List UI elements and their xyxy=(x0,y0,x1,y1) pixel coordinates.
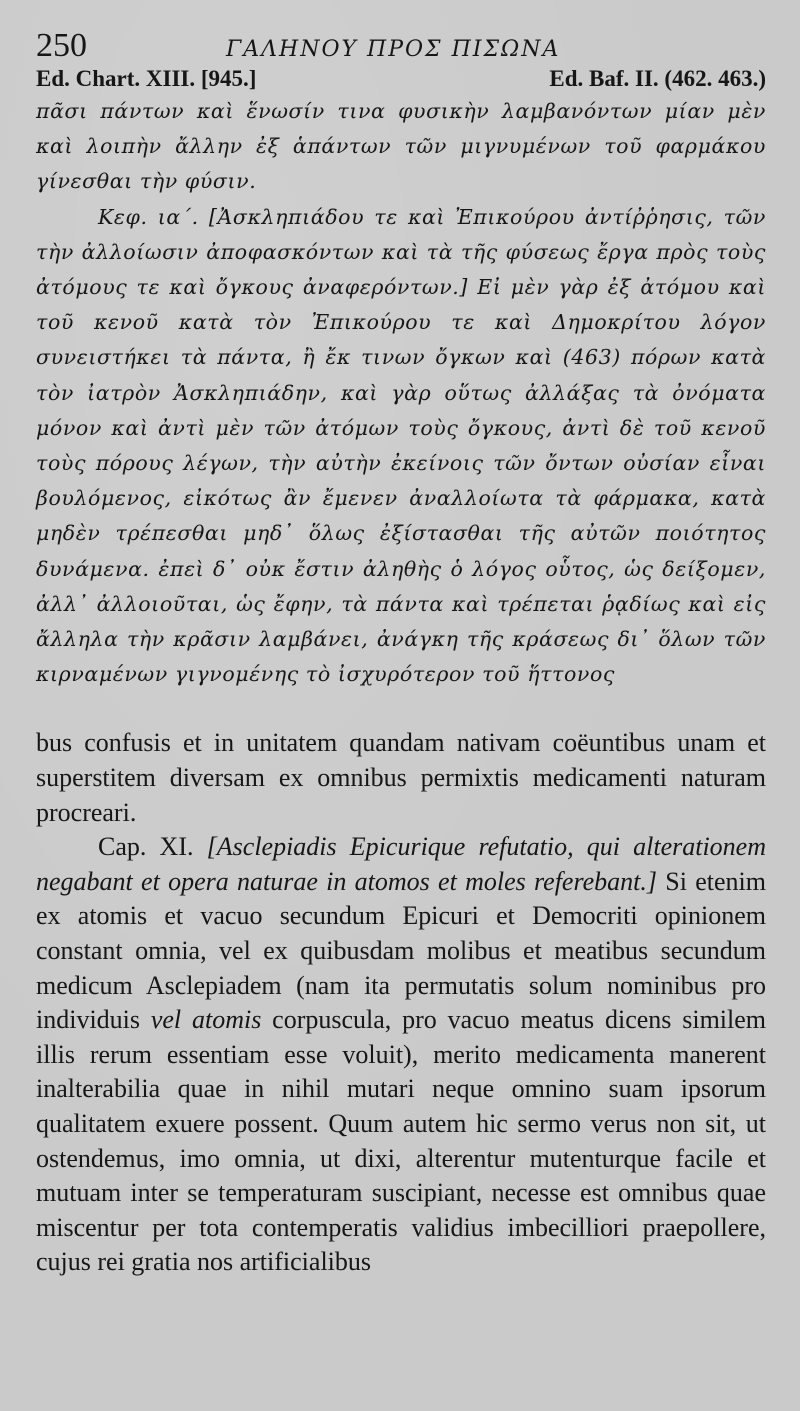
latin-text-block xyxy=(36,726,766,1280)
latin-chapter-label: Cap. XI. xyxy=(98,832,194,862)
edition-reference-basel: Ed. Baf. II. (462. 463.) xyxy=(549,66,766,91)
latin-paragraph-continuation: bus confusis et in unitatem quandam nativam coëuntibus unam et superstitem diversam ex omnibus permixtis medicamenti naturam procreari. xyxy=(36,728,766,827)
latin-chapter-title: [Asclepiadis Epicurique refutatio, qui alterationem negabant et opera naturae in atomos et moles referebant.] xyxy=(36,832,766,896)
latin-chapter-body-b: corpuscula, pro vacuo meatus dicens similem illis rerum essentiam esse voluit), merito medicamenta manerent inalterabilia quae in nihil mutari neque omnino suam ipsorum qualitatem exuere possent. Quum autem hic sermo verus non sit, ut ostendemus, imo omnia, ut dixi, alterentur mutenturque facile et mutuam inter se temperaturam suscipiant, necesse est omnibus quae miscentur per tota contemperatis validius imbecilliori praepollere, cujus rei gratia nos artificialibus xyxy=(36,1005,766,1277)
page-header xyxy=(36,26,766,66)
greek-paragraph-continuation: πᾶσι πάντων καὶ ἕνωσίν τινα φυσικὴν λαμβανόντων μίαν μὲν καὶ λοιπὴν ἄλλην ἐξ ἁπάντων τῶν μιγνυμένων τοῦ φαρμάκου γίνεσθαι τὴν φύσιν. xyxy=(36,99,766,194)
running-title: ΓΑΛΗΝΟΥ ΠΡΟΣ ΠΙΣΩΝΑ xyxy=(226,37,561,62)
greek-chapter-label: Κεφ. ια΄. xyxy=(98,204,199,229)
greek-chapter-paragraph xyxy=(36,200,766,693)
greek-chapter-body: Εἰ μὲν γὰρ ἐξ ἀτόμου καὶ τοῦ κενοῦ κατὰ τὸν Ἐπικούρου τε καὶ Δημοκρίτου λόγον συνειστήκει τὰ πάντα, ἢ ἔκ τινων ὄγκων καὶ (463) πόρων κατὰ τὸν ἰατρὸν Ἀσκληπιάδην, καὶ γὰρ οὕτως ἀλλάξας τὰ ὀνόματα μόνον καὶ ἀντὶ μὲν τῶν ἀτόμων τοὺς ὄγκους, ἀντὶ δὲ τοῦ κενοῦ τοὺς πόρους λέγων, τὴν αὐτὴν ἐκείνοις τῶν ὄντων οὐσίαν εἶναι βουλόμενος, εἰκότως ἂν ἔμενεν ἀναλλοίωτα τὰ φάρμακα, κατὰ μηδὲν τρέπεσθαι μηδ᾽ ὅλως ἐξίστασθαι τῆς αὐτῶν ποιότητος δυνάμενα. ἐπεὶ δ᾽ οὐκ ἔστιν ἀληθὴς ὁ λόγος οὗτος, ὡς δείξομεν, ἀλλ᾽ ἀλλοιοῦται, ὡς ἔφην, τὰ πάντα καὶ τρέπεται ῥᾳδίως καὶ εἰς ἄλληλα τὴν κρᾶσιν λαμβάνει, ἀνάγκη τῆς κράσεως δι᾽ ὅλων τῶν κιρναμένων γιγνομένης τὸ ἰσχυρότερον τοῦ ἥττονος xyxy=(36,275,766,687)
latin-chapter-body-italic: vel atomis xyxy=(150,1005,262,1035)
page-number: 250 xyxy=(36,27,87,64)
latin-chapter-body-a: Si etenim ex atomis et vacuo secundum Epicuri et Democriti opinionem constant omnia, vel ex quibusdam molibus et meatibus secundum medicum Asclepiadem (nam ita permutatis solum nominibus pro individuis xyxy=(36,866,767,1035)
latin-chapter-paragraph xyxy=(36,830,766,1280)
greek-chapter-title: [Ἀσκληπιάδου τε καὶ Ἐπικούρου ἀντίῤῥησις, τῶν τὴν ἀλλοίωσιν ἀποφασκόντων καὶ τὰ τῆς φύσεως ἔργα πρὸς τοὺς ἀτόμους τε καὶ ὄγκους ἀναφερόντων.] xyxy=(36,204,766,300)
greek-text-block xyxy=(36,94,766,692)
edition-reference-chartier: Ed. Chart. XIII. [945.] xyxy=(36,66,257,91)
